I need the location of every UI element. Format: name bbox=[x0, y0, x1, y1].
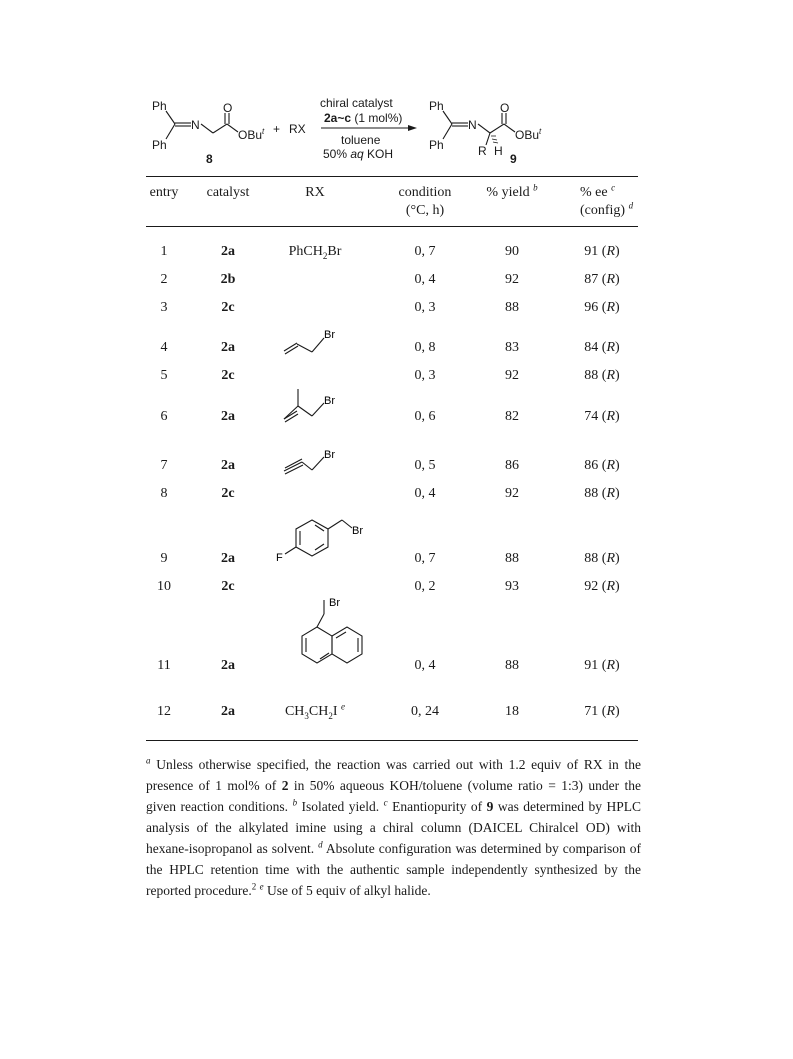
table-row-10-catalyst: 2c bbox=[221, 579, 235, 594]
table-row-3-catalyst: 2c bbox=[221, 300, 235, 315]
fluorobenzyl-bromide-structure bbox=[272, 512, 372, 572]
product-n: N bbox=[468, 118, 477, 132]
svg-text:Br: Br bbox=[324, 449, 335, 461]
table-row-9-yield: 88 bbox=[505, 551, 519, 566]
naphthylmethyl-bromide-structure bbox=[278, 592, 368, 672]
arrow-top-line2: 2a~c (1 mol%) bbox=[324, 111, 403, 125]
table-row-6-entry: 6 bbox=[160, 409, 168, 424]
table-row-1-condition: 0, 7 bbox=[414, 244, 436, 259]
table-row-7-yield: 86 bbox=[505, 458, 519, 473]
table-row-2-catalyst: 2b bbox=[220, 272, 236, 287]
header-catalyst: catalyst bbox=[206, 185, 250, 200]
table-row-3-yield: 88 bbox=[505, 300, 519, 315]
table-row-12-entry: 12 bbox=[157, 704, 171, 719]
table-row-6-condition: 0, 6 bbox=[414, 409, 436, 424]
table-row-10-condition: 0, 2 bbox=[414, 579, 436, 594]
table-row-7-catalyst: 2a bbox=[221, 458, 235, 473]
svg-text:Br: Br bbox=[324, 395, 335, 407]
table-row-5-ee: 88 (R) bbox=[584, 368, 620, 383]
table-row-7-ee: 86 (R) bbox=[584, 458, 620, 473]
arrow-top-line1: chiral catalyst bbox=[320, 96, 393, 110]
table-row-3-entry: 3 bbox=[160, 300, 168, 315]
table-row-12-ee: 71 (R) bbox=[584, 704, 620, 719]
table-row-11-catalyst: 2a bbox=[221, 658, 235, 673]
table-row-2-yield: 92 bbox=[505, 272, 519, 287]
reactant-o: O bbox=[223, 101, 233, 115]
table-row-3-condition: 0, 3 bbox=[414, 300, 436, 315]
arrow-bottom-line2: 50% aq KOH bbox=[323, 147, 394, 161]
table-row-8-ee: 88 (R) bbox=[584, 486, 620, 501]
table-row-10-ee: 92 (R) bbox=[584, 579, 620, 594]
table-row-7-condition: 0, 5 bbox=[414, 458, 436, 473]
header-config: (config) $^d$ bbox=[580, 200, 634, 218]
table-row-1-ee: 91 (R) bbox=[584, 244, 620, 259]
table-row-7-entry: 7 bbox=[160, 458, 168, 473]
header-rx: RX bbox=[305, 185, 325, 200]
table-row-6-catalyst: 2a bbox=[221, 409, 235, 424]
table-row-12-rx: $CH_3CH_2I$ $^e$ bbox=[284, 701, 346, 721]
table-row-10-yield: 93 bbox=[505, 579, 519, 594]
table-row-8-entry: 8 bbox=[160, 486, 168, 501]
plus-sign: + bbox=[273, 122, 281, 136]
svg-text:Br: Br bbox=[352, 525, 363, 537]
table-row-4-condition: 0, 8 bbox=[414, 340, 436, 355]
table-row-1-entry: 1 bbox=[160, 244, 168, 259]
table-row-5-entry: 5 bbox=[160, 368, 168, 383]
methallyl-bromide-structure bbox=[280, 386, 350, 426]
table-row-9-condition: 0, 7 bbox=[414, 551, 436, 566]
reactant-label: 8 bbox=[206, 152, 213, 166]
table-row-11-entry: 11 bbox=[157, 658, 171, 673]
header-yield: % yield $^b$ bbox=[486, 182, 538, 200]
table-row-4-yield: 83 bbox=[505, 340, 519, 355]
svg-text:F: F bbox=[276, 552, 283, 564]
table-bottom-rule bbox=[146, 740, 638, 741]
product-r: R bbox=[478, 144, 487, 158]
reactant-ph-bottom: Ph bbox=[152, 138, 167, 152]
reaction-scheme bbox=[0, 0, 793, 175]
table-row-9-catalyst: 2a bbox=[221, 551, 235, 566]
reactant-n: N bbox=[191, 118, 200, 132]
table-top-rule bbox=[146, 176, 638, 177]
table-row-8-yield: 92 bbox=[505, 486, 519, 501]
table-row-6-ee: 74 (R) bbox=[584, 409, 620, 424]
table-row-5-catalyst: 2c bbox=[221, 368, 235, 383]
table-header-rule bbox=[146, 226, 638, 227]
table-row-2-condition: 0, 4 bbox=[414, 272, 436, 287]
product-obut: OBu$^t$ bbox=[515, 127, 542, 142]
table-row-6-yield: 82 bbox=[505, 409, 519, 424]
table-row-11-condition: 0, 4 bbox=[414, 658, 436, 673]
header-entry: entry bbox=[149, 185, 179, 200]
table-row-8-condition: 0, 4 bbox=[414, 486, 436, 501]
svg-text:Br: Br bbox=[324, 329, 335, 341]
table-row-12-catalyst: 2a bbox=[221, 704, 235, 719]
table-row-8-catalyst: 2c bbox=[221, 486, 235, 501]
table-row-10-entry: 10 bbox=[157, 579, 171, 594]
allyl-bromide-structure bbox=[280, 323, 350, 357]
table-row-4-ee: 84 (R) bbox=[584, 340, 620, 355]
svg-text:Br: Br bbox=[329, 597, 340, 609]
table-row-4-entry: 4 bbox=[160, 340, 168, 355]
table-row-5-condition: 0, 3 bbox=[414, 368, 436, 383]
table-row-1-catalyst: 2a bbox=[221, 244, 235, 259]
table-row-12-yield: 18 bbox=[505, 704, 519, 719]
table-row-9-ee: 88 (R) bbox=[584, 551, 620, 566]
reactant-ph-top: Ph bbox=[152, 99, 167, 113]
reactant-obut: OBu$^t$ bbox=[238, 127, 265, 142]
arrow-bottom-line1: toluene bbox=[341, 133, 381, 147]
product-label: 9 bbox=[510, 152, 517, 166]
table-row-1-yield: 90 bbox=[505, 244, 519, 259]
table-row-5-yield: 92 bbox=[505, 368, 519, 383]
table-row-3-ee: 96 (R) bbox=[584, 300, 620, 315]
propargyl-bromide-structure bbox=[280, 444, 350, 478]
table-row-9-entry: 9 bbox=[160, 551, 168, 566]
product-h: H bbox=[494, 144, 503, 158]
product-ph-bottom: Ph bbox=[429, 138, 444, 152]
table-footnotes: $^a$ Unless otherwise specified, the reaction was carried out with 1.2 equiv of RX in the presence of 1 mol% of 2 in 50% aqueous KOH/toluene (volume ratio = 1:3) under the given reaction conditions. $^b$ Isolated yield. $^c$ Enantiopurity of 9 was determined by HPLC analysis of the alkylated imine using a chiral column (DAICEL Chiralcel OD) with hexane-isopropanol as solvent. $^d$ Absolute configuration was determined by comparison of the HPLC retention time with the authentic sample independently synthesized by the reported procedure.$^2$ $^e$ Use of 5 equiv of alkyl halide. bbox=[146, 755, 642, 898]
header-condition: condition bbox=[398, 185, 452, 200]
table-row-4-catalyst: 2a bbox=[221, 340, 235, 355]
table-row-1-rx: PhCH$_2$Br bbox=[288, 244, 342, 261]
header-ee: % ee $^c$ bbox=[580, 182, 616, 200]
table-row-2-ee: 87 (R) bbox=[584, 272, 620, 287]
rx-reagent: RX bbox=[289, 122, 306, 136]
header-condition-units: (°C, h) bbox=[405, 203, 445, 218]
table-row-2-entry: 2 bbox=[160, 272, 168, 287]
product-o: O bbox=[500, 101, 510, 115]
table-row-11-ee: 91 (R) bbox=[584, 658, 620, 673]
table-row-12-condition: 0, 24 bbox=[411, 704, 439, 719]
table-row-11-yield: 88 bbox=[505, 658, 519, 673]
product-ph-top: Ph bbox=[429, 99, 444, 113]
